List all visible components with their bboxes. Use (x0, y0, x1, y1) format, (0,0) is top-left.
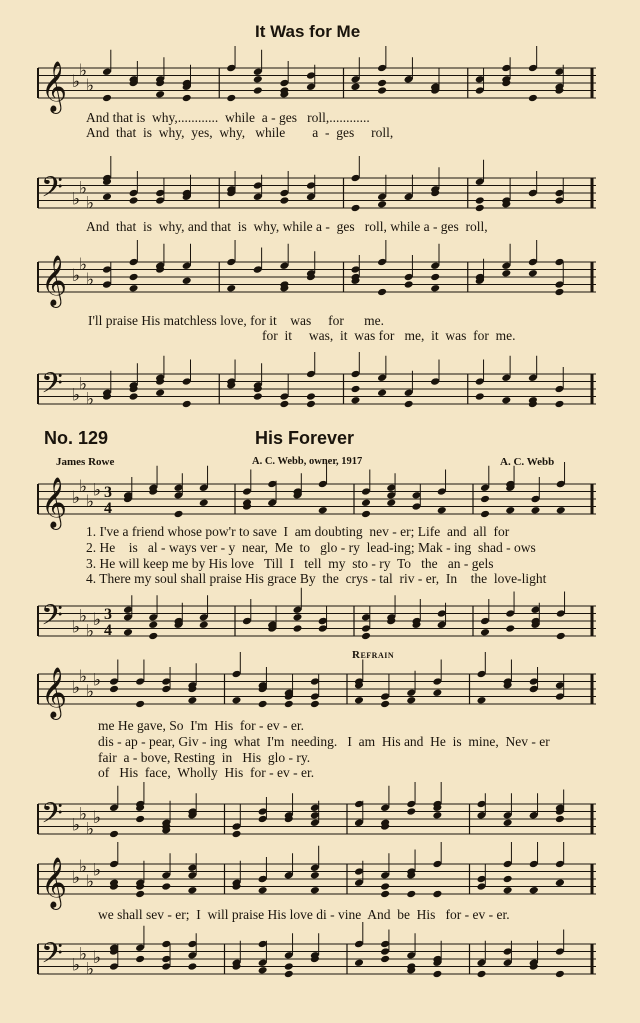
lyric-line: And that is why, and that is why, while a - ges roll, while a - ges roll, (86, 219, 488, 234)
words-credit: James Rowe (56, 456, 115, 468)
flat-icon: ♭ (93, 860, 102, 881)
bass-clef-icon: 𝄢 (41, 171, 63, 211)
refrain-label: Refrain (352, 649, 395, 661)
flat-icon: ♭ (93, 610, 102, 630)
verse-line: of His face, Wholly His for - ev - er. (98, 765, 315, 780)
flat-icon: ♭ (86, 959, 95, 980)
bass-clef-icon: 𝄢 (41, 797, 63, 837)
flat-icon: ♭ (93, 480, 102, 501)
refrain-line: we shall sev - er; I will praise His love di - vine And be His for - ev - er. (98, 907, 510, 922)
flat-icon: ♭ (79, 60, 88, 81)
flat-icon: ♭ (86, 681, 95, 702)
flat-icon: ♭ (79, 374, 88, 395)
flat-icon: ♭ (86, 491, 95, 512)
flat-icon: ♭ (72, 678, 81, 698)
music-credit: A. C. Webb (500, 456, 555, 468)
lyric-line: And that is why, yes, why, while a - ges roll, (86, 125, 394, 140)
time-signature-bottom: 4 (104, 622, 112, 639)
flat-icon: ♭ (86, 193, 95, 214)
flat-icon: ♭ (86, 819, 95, 840)
flat-icon: ♭ (86, 269, 95, 290)
flat-icon: ♭ (72, 385, 81, 406)
music-system-9 (0, 858, 640, 908)
flat-icon: ♭ (79, 944, 88, 965)
music-system-10 (0, 938, 640, 988)
flat-icon: ♭ (86, 621, 95, 642)
verse-line: me He gave, So I'm His for - ev - er. (98, 718, 305, 733)
music-system-6 (0, 600, 640, 650)
bass-clef-icon: 𝄢 (41, 367, 63, 407)
flat-icon: ♭ (93, 808, 102, 828)
flat-icon: ♭ (79, 856, 88, 877)
verse-line: 4. There my soul shall praise His grace By the crys - tal riv - er, In the love-light (86, 571, 547, 586)
flat-icon: ♭ (72, 815, 81, 836)
treble-clef-icon: 𝄞 (41, 255, 68, 306)
verse-line: dis - ap - pear, Giv - ing what I'm needing. I am His and He is mine, Nev - er (98, 734, 550, 749)
verse-line: 3. He will keep me by His love Till I tell my sto - ry To the an - gels (86, 556, 494, 571)
flat-icon: ♭ (93, 948, 102, 968)
music-system-7 (0, 668, 640, 718)
flat-icon: ♭ (79, 666, 88, 687)
flat-icon: ♭ (79, 476, 88, 497)
flat-icon: ♭ (93, 670, 102, 691)
lyric-line: And that is why,............ while a - ges roll,............ (86, 110, 370, 125)
verse-line: fair a - bove, Resting in His glo - ry. (98, 750, 311, 765)
flat-icon: ♭ (72, 955, 81, 976)
bass-clef-icon: 𝄢 (41, 937, 63, 977)
flat-icon: ♭ (79, 606, 88, 627)
lyric-line: I'll praise His matchless love, for it was for me. (88, 313, 384, 328)
flat-icon: ♭ (72, 488, 81, 508)
treble-clef-icon: 𝄞 (41, 667, 68, 718)
flat-icon: ♭ (86, 871, 95, 892)
flat-icon: ♭ (79, 804, 88, 825)
treble-clef-icon: 𝄞 (41, 857, 68, 908)
time-signature-top: 3 (104, 606, 112, 623)
music-system-5 (0, 478, 640, 528)
treble-clef-icon: 𝄞 (41, 61, 68, 112)
flat-icon: ♭ (72, 617, 81, 638)
flat-icon: ♭ (79, 178, 88, 199)
hymn-title-it-was-for-me: It Was for Me (255, 22, 361, 41)
flat-icon: ♭ (86, 75, 95, 96)
music-system-2 (0, 172, 640, 222)
lyric-line: for it was, it was for me, it was for me. (262, 328, 516, 343)
verse-line: 2. He is al - ways ver - y near, Me to glo - ry lead-ing; Mak - ing shad - ows (86, 540, 536, 555)
treble-clef-icon: 𝄞 (41, 477, 68, 528)
music-system-8 (0, 798, 640, 848)
time-signature-bottom: 4 (104, 500, 112, 517)
music-system-4 (0, 368, 640, 418)
flat-icon: ♭ (72, 72, 81, 92)
hymn-number: No. 129 (44, 428, 109, 448)
copyright-credit: A. C. Webb, owner, 1917 (252, 456, 363, 467)
music-system-1 (0, 62, 640, 112)
hymn-title-his-forever: His Forever (255, 428, 355, 448)
flat-icon: ♭ (72, 868, 81, 888)
verse-line: 1. I've a friend whose pow'r to save I am doubting nev - er; Life and all for (86, 524, 510, 539)
flat-icon: ♭ (79, 254, 88, 275)
flat-icon: ♭ (72, 189, 81, 210)
flat-icon: ♭ (86, 389, 95, 410)
bass-clef-icon: 𝄢 (41, 599, 63, 639)
flat-icon: ♭ (72, 266, 81, 286)
music-system-3 (0, 256, 640, 306)
time-signature-top: 3 (104, 484, 112, 501)
